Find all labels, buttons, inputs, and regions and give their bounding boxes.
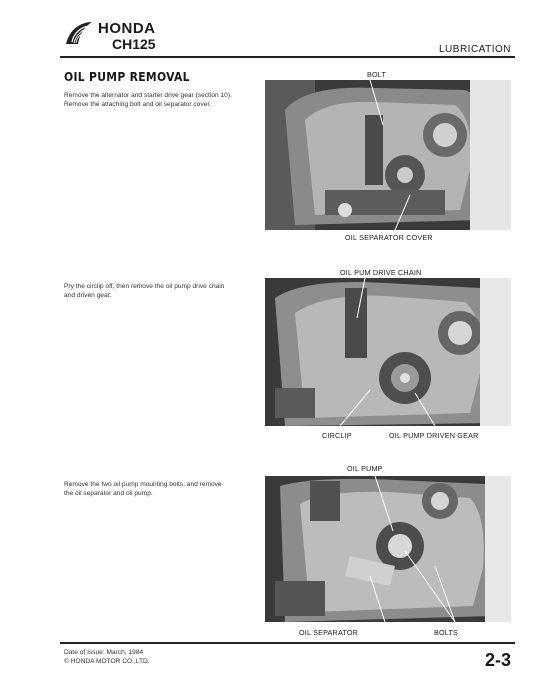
page-number: 2-3: [484, 650, 511, 670]
step-3-paragraph-1: Remove the two oil pump mounting bolts, and remove the oil separator and oil pump.: [64, 481, 222, 497]
callout-oil-pump-driven-gear: OIL PUMP DRIVEN GEAR: [389, 431, 479, 440]
step-3-text: [64, 480, 232, 498]
callout-oil-separator-cover: OIL SEPARATOR COVER: [345, 233, 433, 242]
footer-rule: [60, 642, 515, 644]
engine-photo-1: [265, 80, 511, 230]
callout-oil-pump-drive-chain: OIL PUM DRIVE CHAIN: [340, 268, 422, 277]
step-1-paragraph-1: Remove the alternator and starter drive gear (section 10).: [64, 92, 232, 99]
honda-wing-logo: [64, 18, 94, 48]
issue-date: Date of Issue: March, 1984: [64, 649, 144, 656]
step-2-paragraph-1: Pry the circlip off, then remove the oil pump drive chain and driven gear.: [64, 283, 225, 299]
engine-photo-3: [265, 476, 511, 622]
callout-circlip: CIRCLIP: [322, 431, 352, 440]
model-name: CH125: [112, 36, 156, 52]
footer-info: [64, 648, 150, 666]
page-heading: OIL PUMP REMOVAL: [64, 70, 190, 84]
copyright: © HONDA MOTOR CO.,LTD.: [64, 658, 150, 665]
header-rule: [60, 56, 515, 58]
brand-name: HONDA: [98, 20, 156, 37]
callout-bolt: BOLT: [367, 70, 387, 79]
step-2-text: [64, 282, 232, 300]
step-1-text: [64, 91, 232, 109]
callout-oil-separator: OIL SEPARATOR: [299, 628, 359, 637]
callout-oil-pump: OIL PUMP: [347, 464, 383, 473]
step-1-paragraph-2: Remove the attaching bolt and oil separator cover.: [64, 101, 211, 108]
callout-bolts: BOLTS: [434, 628, 459, 637]
engine-photo-2: [265, 278, 511, 426]
section-title: LUBRICATION: [439, 44, 511, 55]
